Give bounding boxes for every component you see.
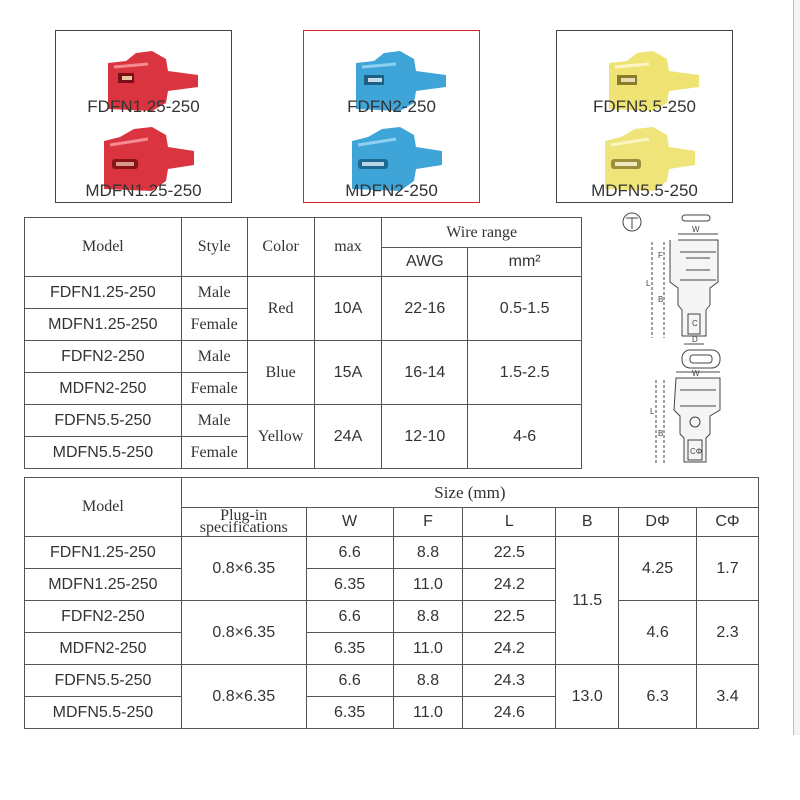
c-cell: 2.3	[697, 601, 759, 665]
max-cell: 24A	[314, 405, 382, 469]
product-bottom-label: MDFN1.25-250	[85, 181, 202, 200]
mm2-cell: 0.5-1.5	[468, 277, 582, 341]
style-cell: Male	[181, 341, 247, 373]
table-row	[25, 537, 759, 569]
f-cell: 8.8	[393, 537, 463, 569]
f-cell: 11.0	[393, 633, 463, 665]
product-card-yellow[interactable]	[556, 30, 733, 203]
c-cell: 3.4	[697, 665, 759, 729]
label-w: W	[692, 225, 700, 234]
header-size: Size (mm)	[181, 478, 758, 508]
l-cell: 22.5	[463, 537, 556, 569]
yellow-terminal-icon	[557, 31, 734, 204]
model-cell: FDFN1.25-250	[25, 537, 182, 569]
model-cell: FDFN2-250	[25, 341, 182, 373]
header-b: B	[556, 508, 619, 537]
label-w2: W	[692, 369, 700, 378]
model-cell: MDFN2-250	[25, 373, 182, 405]
table-row	[25, 665, 759, 697]
label-l2: L	[650, 407, 655, 416]
max-cell: 10A	[314, 277, 382, 341]
header-max: max	[314, 218, 382, 277]
header-color: Color	[247, 218, 314, 277]
color-cell: Blue	[247, 341, 314, 405]
model-cell: MDFN5.5-250	[25, 437, 182, 469]
c-cell: 1.7	[697, 537, 759, 601]
model-cell: FDFN5.5-250	[25, 665, 182, 697]
style-cell: Female	[181, 437, 247, 469]
scrollbar-track	[794, 0, 800, 735]
max-cell: 15A	[314, 341, 382, 405]
terminal-dimension-diagram	[600, 210, 750, 470]
b-cell: 13.0	[556, 665, 619, 729]
product-bottom-label: MDFN5.5-250	[591, 181, 698, 200]
label-f: F	[658, 251, 663, 260]
model-cell: MDFN1.25-250	[25, 309, 182, 341]
d-cell: 4.25	[619, 537, 697, 601]
plugin-cell: 0.8×6.35	[181, 537, 306, 601]
size-table	[24, 477, 759, 729]
header-style: Style	[181, 218, 247, 277]
awg-cell: 16-14	[382, 341, 468, 405]
table-row	[25, 405, 582, 437]
plugin-cell: 0.8×6.35	[181, 665, 306, 729]
header-model: Model	[25, 218, 182, 277]
d-cell: 4.6	[619, 601, 697, 665]
table-row	[25, 341, 582, 373]
w-cell: 6.6	[306, 537, 393, 569]
header-w: W	[306, 508, 393, 537]
header-d: DΦ	[619, 508, 697, 537]
label-cphi: CΦ	[690, 447, 703, 456]
l-cell: 24.2	[463, 569, 556, 601]
f-cell: 11.0	[393, 569, 463, 601]
color-cell: Yellow	[247, 405, 314, 469]
style-cell: Male	[181, 405, 247, 437]
product-top-label: FDFN2-250	[347, 97, 436, 116]
mm2-cell: 1.5-2.5	[468, 341, 582, 405]
header-awg: AWG	[382, 248, 468, 277]
l-cell: 24.3	[463, 665, 556, 697]
style-cell: Female	[181, 309, 247, 341]
l-cell: 24.6	[463, 697, 556, 729]
l-cell: 24.2	[463, 633, 556, 665]
w-cell: 6.35	[306, 633, 393, 665]
awg-cell: 12-10	[382, 405, 468, 469]
label-l: L	[646, 279, 651, 288]
w-cell: 6.35	[306, 697, 393, 729]
model-cell: MDFN5.5-250	[25, 697, 182, 729]
label-d: D	[692, 335, 698, 344]
product-card-red[interactable]	[55, 30, 232, 203]
header-model: Model	[25, 478, 182, 537]
product-top-label: FDFN1.25-250	[87, 97, 200, 116]
product-bottom-label: MDFN2-250	[345, 181, 438, 200]
plugin-cell: 0.8×6.35	[181, 601, 306, 665]
mm2-cell: 4-6	[468, 405, 582, 469]
f-cell: 11.0	[393, 697, 463, 729]
f-cell: 8.8	[393, 601, 463, 633]
table-row	[25, 601, 759, 633]
header-plugin	[181, 508, 306, 537]
header-c: CΦ	[697, 508, 759, 537]
model-cell: MDFN1.25-250	[25, 569, 182, 601]
header-l: L	[463, 508, 556, 537]
blue-terminal-icon	[304, 31, 481, 204]
label-c: C	[692, 319, 698, 328]
awg-cell: 22-16	[382, 277, 468, 341]
model-cell: FDFN1.25-250	[25, 277, 182, 309]
l-cell: 22.5	[463, 601, 556, 633]
b-cell: 11.5	[556, 537, 619, 665]
model-cell: MDFN2-250	[25, 633, 182, 665]
style-cell: Male	[181, 277, 247, 309]
w-cell: 6.6	[306, 665, 393, 697]
header-f: F	[393, 508, 463, 537]
model-cell: FDFN2-250	[25, 601, 182, 633]
d-cell: 6.3	[619, 665, 697, 729]
header-plugin-line1: Plug-in	[220, 507, 268, 524]
header-wire-range: Wire range	[382, 218, 582, 248]
product-top-label: FDFN5.5-250	[593, 97, 696, 116]
w-cell: 6.35	[306, 569, 393, 601]
header-mm2: mm²	[468, 248, 582, 277]
spec-table	[24, 217, 582, 469]
model-cell: FDFN5.5-250	[25, 405, 182, 437]
f-cell: 8.8	[393, 665, 463, 697]
header-plugin-line2: specifications	[199, 519, 288, 536]
color-cell: Red	[247, 277, 314, 341]
red-terminal-icon	[56, 31, 233, 204]
w-cell: 6.6	[306, 601, 393, 633]
table-row	[25, 277, 582, 309]
divider	[793, 0, 794, 735]
label-b: B	[658, 295, 664, 304]
product-card-blue[interactable]	[303, 30, 480, 203]
style-cell: Female	[181, 373, 247, 405]
label-b2: B	[658, 429, 664, 438]
